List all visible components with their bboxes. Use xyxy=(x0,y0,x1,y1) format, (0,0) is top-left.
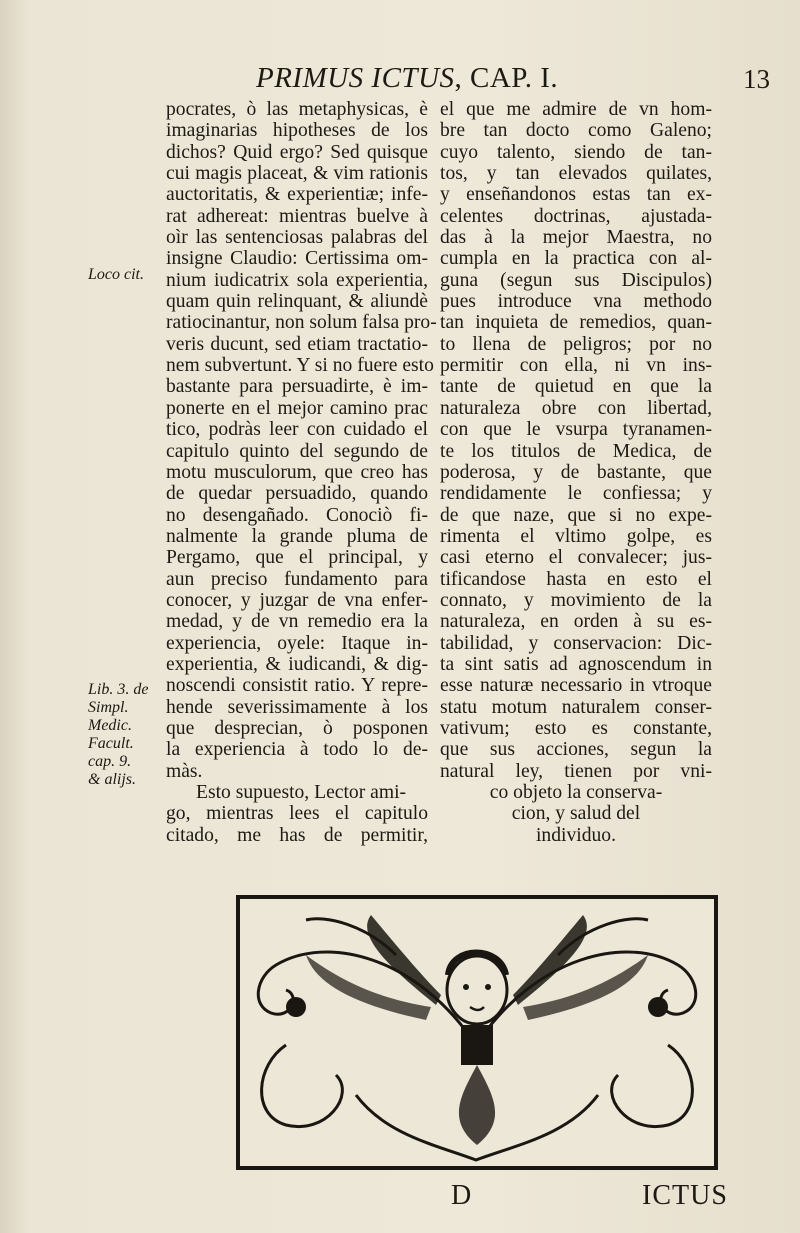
text-line: quam quin relinquant, & aliundè xyxy=(166,291,428,313)
text-line: rimenta el vltimo golpe, es xyxy=(440,525,712,547)
left-text-column xyxy=(166,99,437,846)
margin-note-line: Facult. xyxy=(88,735,134,752)
text-line: de que naze, que si no expe- xyxy=(440,504,712,526)
text-line: go, mientras lees el capitulo xyxy=(166,803,428,825)
text-line: bastante para persuadirte, è im- xyxy=(166,376,428,398)
text-line: to llena de peligros; por no xyxy=(440,333,712,355)
text-line: capitulo quinto del segundo de xyxy=(166,440,428,462)
margin-note-line: Lib. 3. de xyxy=(88,681,149,698)
text-line: ponerte en el mejor camino prac xyxy=(166,397,428,419)
cherub-woodcut-ornament xyxy=(236,895,718,1170)
text-line: permitir con ella, ni vn ins- xyxy=(440,355,712,377)
text-line: casi eterno el convalecer; jus- xyxy=(440,547,712,569)
text-line: la experiencia à todo lo de- xyxy=(166,739,428,761)
text-line: naturaleza, en orden à su es- xyxy=(440,611,712,633)
text-line: el que me admire de vn hom- xyxy=(440,99,712,120)
text-line: nium iudicatrix sola experientia, xyxy=(166,269,428,291)
margin-note-line: cap. 9. xyxy=(88,753,132,770)
text-line: citado, me has de permitir, xyxy=(166,824,428,846)
text-line: cuyo talento, siendo de tan- xyxy=(440,141,712,163)
text-line: medad, y de vn remedio era la xyxy=(166,611,428,633)
text-line: experientia, & iudicandi, & dig- xyxy=(166,653,428,675)
running-title-chapter: , CAP. I. xyxy=(454,62,559,94)
text-line: pocrates, ò las metaphysicas, è xyxy=(166,99,428,120)
text-line: cui magis placeat, & vim rationis xyxy=(166,163,428,185)
text-line: hende severissimamente à los xyxy=(166,696,428,718)
text-line: ta sint satis ad agnoscendum in xyxy=(440,653,712,675)
margin-note-line: Simpl. xyxy=(88,699,129,716)
text-line: con que le vsurpa tyranamen- xyxy=(440,419,712,441)
text-line: no desengañado. Conociò fi- xyxy=(166,504,428,526)
text-line: auctoritatis, & experientiæ; infe- xyxy=(166,184,428,206)
text-line: tante de quietud en que la xyxy=(440,376,712,398)
margin-note-loco-cit: Loco cit. xyxy=(88,266,144,283)
text-line: nalmente la grande pluma de xyxy=(166,525,428,547)
text-line: statu motum naturalem conser- xyxy=(440,696,712,718)
text-line: y enseñandonos estas tan ex- xyxy=(440,184,712,206)
text-line: tico, podràs leer con cuidado el xyxy=(166,419,428,441)
text-line: aun preciso fundamento para xyxy=(166,568,428,590)
margin-note-lib xyxy=(88,681,148,789)
margin-note-line: & alijs. xyxy=(88,771,137,788)
text-line: oìr las sentenciosas palabras del xyxy=(166,227,428,249)
text-line: cumpla en la practica con al- xyxy=(440,248,712,270)
margin-note-line: Medic. xyxy=(88,717,132,734)
text-line: rendidamente le confiessa; y xyxy=(440,483,712,505)
text-line: co objeto la conserva- xyxy=(489,782,663,803)
text-line: experiencia, oyele: Itaque in- xyxy=(166,632,428,654)
text-line: conocer, y juzgar de vna enfer- xyxy=(166,589,428,611)
right-text-column xyxy=(440,99,712,846)
text-line: tificandose hasta en esto el xyxy=(440,568,712,590)
text-line: noscendi consistit ratio. Y repre- xyxy=(166,675,428,697)
text-line: cion, y salud del xyxy=(511,803,641,825)
text-line: poderosa, y de bastante, que xyxy=(440,461,712,483)
text-line: individuo. xyxy=(535,824,616,846)
text-line: tabilidad, y conservacion: Dic- xyxy=(440,632,712,654)
text-line: imaginarias hipotheses de los xyxy=(166,120,428,142)
text-line: guna (segun sus Discipulos) xyxy=(440,269,712,291)
text-line: que desprecian, ò posponen xyxy=(166,717,428,739)
running-header xyxy=(250,62,770,98)
text-line: tan inquieta de remedios, quan- xyxy=(440,312,712,334)
text-line: nem subvertunt. Y si no fuere esto xyxy=(166,355,434,377)
text-line: Pergamo, que el principal, y xyxy=(166,547,428,569)
text-line: pues introduce vna methodo xyxy=(440,291,712,313)
text-line: vativum; esto es constante, xyxy=(440,717,712,739)
text-line: de quedar persuadido, quando xyxy=(166,483,428,505)
running-title xyxy=(256,62,558,95)
text-line: motu musculorum, que creo has xyxy=(166,461,428,483)
text-line: te los titulos de Medica, de xyxy=(440,440,712,462)
text-line: insigne Claudio: Certissima om- xyxy=(166,248,428,270)
text-line: bre tan docto como Galeno; xyxy=(440,120,712,142)
text-line: veris ducunt, sed etiam tractatio- xyxy=(166,333,428,355)
signature-mark: D xyxy=(451,1180,472,1211)
text-line: ratiocinantur, non solum falsa pro- xyxy=(166,312,437,334)
text-line: natural ley, tienen por vni- xyxy=(440,760,712,782)
text-line: naturaleza obre con libertad, xyxy=(440,397,712,419)
catchword: ICTUS xyxy=(642,1180,728,1211)
text-line: màs. xyxy=(166,760,203,782)
text-line: celentes doctrinas, ajustada- xyxy=(440,205,712,227)
page-number: 13 xyxy=(743,64,770,94)
text-line: das à la mejor Maestra, no xyxy=(440,227,712,249)
text-line: dichos? Quid ergo? Sed quisque xyxy=(166,141,428,163)
text-line: connato, y movimiento de la xyxy=(440,589,712,611)
running-title-italic: PRIMUS ICTUS xyxy=(256,62,455,94)
text-line: que sus acciones, segun la xyxy=(440,739,712,761)
text-line: rat adhereat: mientras buelve à xyxy=(166,205,428,227)
text-line: esse naturæ necessario in vtroque xyxy=(440,675,712,697)
text-line: Esto supuesto, Lector ami- xyxy=(196,782,407,803)
text-line: tos, y tan elevados quilates, xyxy=(440,163,712,185)
